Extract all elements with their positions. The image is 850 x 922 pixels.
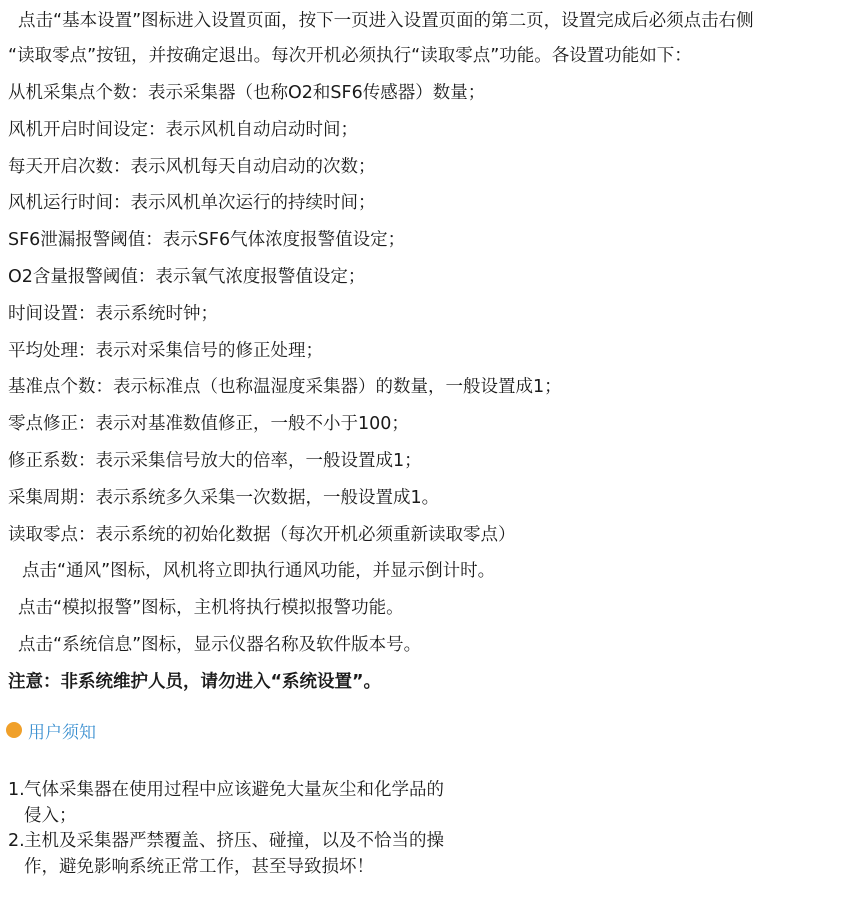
setting-correction-factor: 修正系数：表示采集信号放大的倍率，一般设置成1；	[8, 450, 422, 471]
list-item	[8, 829, 448, 880]
intro-line-1: 点击“基本设置”图标进入设置页面，按下一页进入设置页面的第二页，设置完成后必须点击右侧	[18, 11, 754, 31]
setting-read-zero: 读取零点：表示系统的初始化数据（每次开机必须重新读取零点）	[8, 524, 516, 545]
setting-zero-correction: 零点修正：表示对基准数值修正，一般不小于100；	[8, 414, 409, 435]
setting-slave-count: 从机采集点个数：表示采集器（也称O2和SF6传感器）数量；	[8, 83, 486, 103]
ventilate-description: 点击“通风”图标，风机将立即执行通风功能，并显示倒计时。	[22, 561, 496, 582]
list-item	[8, 778, 448, 829]
settings-list	[8, 75, 844, 701]
setting-sf6-threshold: SF6泄漏报警阈值：表示SF6气体浓度报警值设定；	[8, 230, 406, 251]
setting-fan-start-time: 风机开启时间设定：表示风机自动启动时间；	[8, 119, 358, 140]
intro-line-2: “读取零点”按钮，并按确定退出。每次开机必须执行“读取零点”功能。各设置功能如下：	[8, 46, 692, 66]
setting-fan-run-time: 风机运行时间：表示风机单次运行的持续时间；	[8, 193, 376, 214]
alarm-simulation-description: 点击“模拟报警”图标，主机将执行模拟报警功能。	[18, 598, 404, 619]
user-notice-header	[6, 718, 96, 742]
setting-average: 平均处理：表示对采集信号的修正处理；	[8, 340, 323, 361]
setting-time: 时间设置：表示系统时钟；	[8, 303, 218, 324]
setting-sample-period: 采集周期：表示系统多久采集一次数据，一般设置成1。	[8, 487, 440, 508]
list-item-text: 气体采集器在使用过程中应该避免大量灰尘和化学品的侵入；	[24, 780, 444, 826]
maintenance-notice: 注意：非系统维护人员，请勿进入“系统设置”。	[8, 671, 382, 692]
user-notice-list	[8, 778, 448, 880]
system-info-description: 点击“系统信息”图标，显示仪器名称及软件版本号。	[18, 634, 422, 655]
intro-paragraph	[8, 4, 844, 74]
list-item-text: 主机及采集器严禁覆盖、挤压、碰撞，以及不恰当的操作，避免影响系统正常工作，甚至导致损坏！	[24, 831, 444, 877]
setting-o2-threshold: O2含量报警阈值：表示氧气浓度报警值设定；	[8, 266, 366, 287]
setting-daily-starts: 每天开启次数：表示风机每天自动启动的次数；	[8, 156, 376, 177]
list-item-number: 2.	[8, 831, 25, 851]
user-notice-title: 用户须知	[28, 722, 96, 743]
setting-reference-count: 基准点个数：表示标准点（也称温湿度采集器）的数量，一般设置成1；	[8, 377, 562, 398]
bullet-dot-icon	[6, 722, 22, 738]
list-item-number: 1.	[8, 780, 25, 800]
